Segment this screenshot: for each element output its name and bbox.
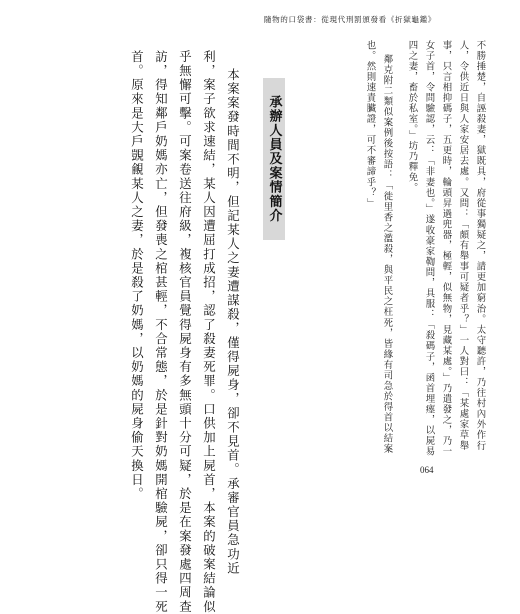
quote-column: 事，只言相抑碼子，五更時，輪頭昇過兜器，極輕，似無物，見藏某處。」乃遣發之，乃一: [440, 40, 452, 457]
quote-column: 也。然則速責臟證，可不審諦乎？」: [364, 40, 376, 209]
section-heading: 承辦人員及案情簡介: [263, 78, 285, 240]
body-column: 訪，得知鄰戶奶媽亦亡，但發喪之棺甚輕，不合常態，於是針對奶媽開棺驗屍，卻只得一死: [153, 50, 169, 614]
running-title: 隨物的口袋書：從現代刑罰頒發看《折獄龜鑑》: [263, 15, 436, 24]
quote-column: 女子首，令問驗認，云：「非妻也。」遂收豪家鞫問，具服：「殺碼子，函首埋瘞，以屍易: [423, 40, 435, 457]
page-number: 064: [420, 465, 434, 475]
quote-column: 不勝捶楚，自誣殺妻，獄既具，府從事獨疑之，請更加窮治。太守聽許，乃往村內外作行: [474, 40, 486, 452]
quote-column: 四之妻，畜於私室。」坊乃釋免。: [406, 40, 418, 194]
body-column: 利，案子欲求速結，某人因遭屈打成招，認了殺妻死罪。口供加上屍首，本案的破案結論似: [201, 50, 217, 614]
body-column: 首。原來是大戶覬覦某人之妻，於是殺了奶媽，以奶媽的屍身偷天換日。: [129, 50, 145, 502]
quote-column: 人，令供近日與人家安居去處。又問：「頗有舉事可疑者乎？」一人對曰：「某處家草舉: [457, 40, 469, 452]
body-column: 本案案發時間不明，但記某人之妻遭謀殺，僅得屍身，卻不見首。承審官員急功近: [225, 68, 241, 576]
body-column: 乎無懈可擊。可案卷送往府級，複核官員覺得屍身有多無頭十分可疑，於是在案發處四周查: [177, 50, 193, 614]
quote-column: 鄰克附二類似案例後按語：「徙里香之濫殺，與平民之枉死，皆緣有司急於得首以結案: [381, 54, 393, 455]
